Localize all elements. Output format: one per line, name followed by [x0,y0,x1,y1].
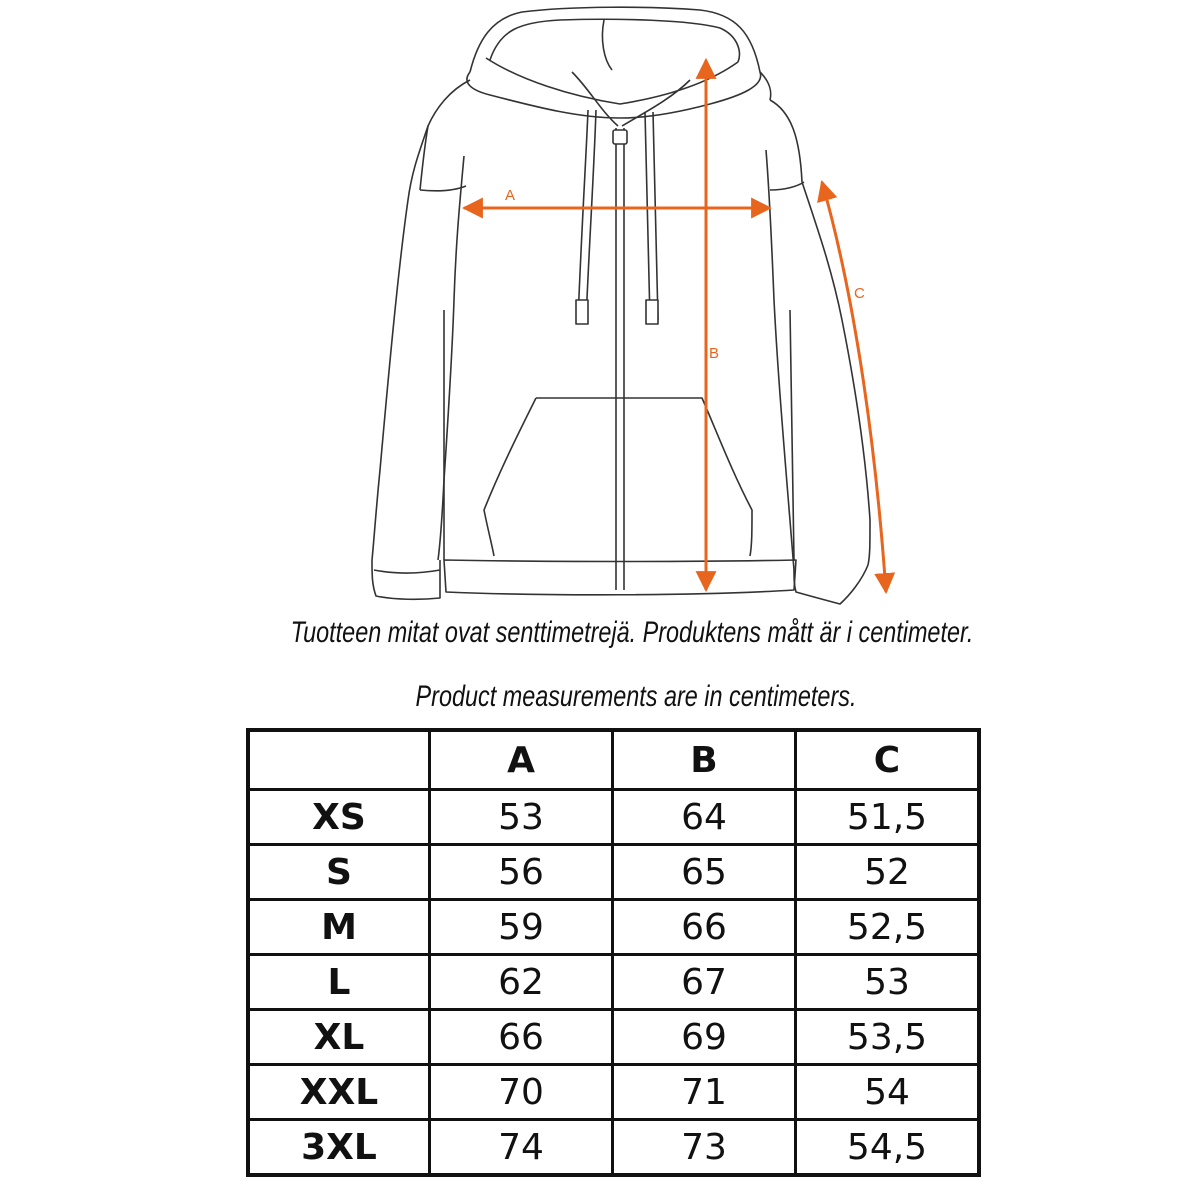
table-row [248,1120,979,1176]
table-row [248,1010,979,1065]
header-cell-a: A [430,730,613,790]
hoodie-body [420,80,802,190]
value-cell-a: 53 [430,790,613,845]
header-cell-c: C [796,730,980,790]
value-cell-a: 62 [430,955,613,1010]
size-cell: 3XL [248,1120,430,1176]
value-cell-a: 74 [430,1120,613,1176]
table-row [248,790,979,845]
table-row [248,1065,979,1120]
value-cell-a: 56 [430,845,613,900]
value-cell-a: 66 [430,1010,613,1065]
header-cell-empty [248,730,430,790]
value-cell-b: 66 [613,900,796,955]
table-row [248,845,979,900]
table-header-row [248,730,979,790]
drawstring-right [645,112,658,320]
value-cell-b: 65 [613,845,796,900]
header-cell-b: B [613,730,796,790]
label-b: B [709,345,720,362]
value-cell-c: 54,5 [796,1120,980,1176]
label-c: C [854,285,865,302]
kangaroo-pocket [484,398,752,556]
value-cell-b: 64 [613,790,796,845]
value-cell-c: 53,5 [796,1010,980,1065]
hoodie-outline [372,7,870,604]
left-sleeve [372,126,428,560]
size-cell: M [248,900,430,955]
size-cell: S [248,845,430,900]
measurement-lines [464,60,886,592]
value-cell-c: 54 [796,1065,980,1120]
value-cell-a: 70 [430,1065,613,1120]
value-cell-b: 67 [613,955,796,1010]
note-finnish-swedish: Tuotteen mitat ovat senttimetrejä. Produktens mått är i centimeter. [290,616,974,649]
hood-shape [470,7,771,100]
waistband [444,560,796,595]
label-a: A [505,187,516,204]
value-cell-b: 73 [613,1120,796,1176]
size-cell: L [248,955,430,1010]
size-cell: XL [248,1010,430,1065]
table-row [248,900,979,955]
size-cell: XXL [248,1065,430,1120]
value-cell-b: 71 [613,1065,796,1120]
drawstring-left [578,110,596,320]
value-cell-a: 59 [430,900,613,955]
size-table [246,728,981,1177]
note-english: Product measurements are in centimeters. [415,680,857,713]
value-cell-c: 51,5 [796,790,980,845]
size-cell: XS [248,790,430,845]
value-cell-c: 53 [796,955,980,1010]
value-cell-c: 52,5 [796,900,980,955]
value-cell-b: 69 [613,1010,796,1065]
table-row [248,955,979,1010]
zipper [616,128,624,590]
value-cell-c: 52 [796,845,980,900]
